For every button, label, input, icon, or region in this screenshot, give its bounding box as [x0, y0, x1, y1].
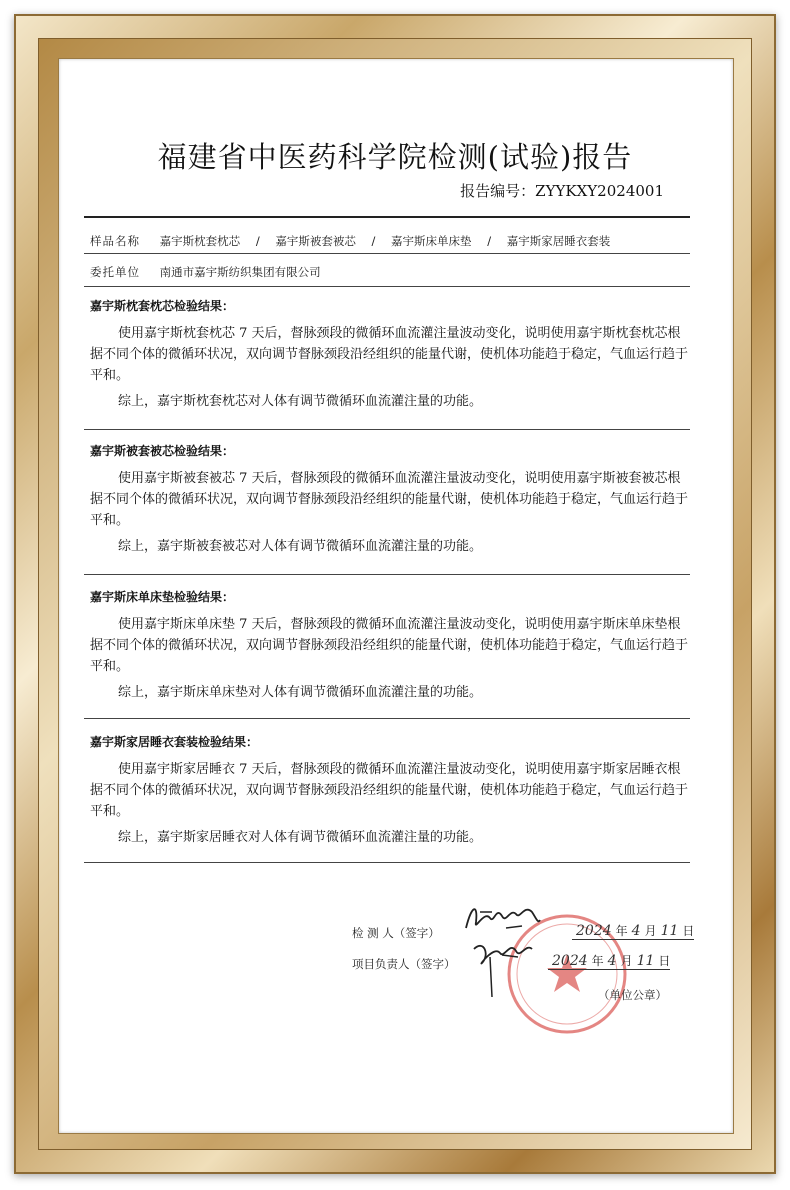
section-heading: 嘉宇斯被套被芯检验结果：	[90, 444, 235, 458]
separator: /	[255, 234, 260, 248]
section-body: 使用嘉宇斯枕套枕芯 7 天后，督脉颈段的微循环血流灌注量波动变化，说明使用嘉宇斯枕套枕芯根据不同个体的微循环状况，双向调节督脉颈段沿经组织的能量代谢，使机体功能趋于稳定，气血运行趋于平和。	[90, 326, 689, 383]
divider	[84, 216, 690, 218]
separator: /	[487, 234, 492, 248]
date-month-unit: 月	[644, 924, 657, 938]
client-row	[90, 264, 690, 280]
section-body: 使用嘉宇斯床单床垫 7 天后，督脉颈段的微循环血流灌注量波动变化，说明使用嘉宇斯床单床垫根据不同个体的微循环状况，双向调节督脉颈段沿经组织的能量代谢，使机体功能趋于稳定，气血运行趋于平和。	[90, 617, 689, 674]
date-day-unit: 日	[658, 954, 671, 968]
manager-handwritten-signature	[470, 935, 540, 1001]
result-section-pajamas	[90, 733, 690, 848]
date-year: 2024	[576, 923, 612, 939]
inspector-date	[572, 922, 694, 940]
section-heading: 嘉宇斯家居睡衣套装检验结果：	[90, 735, 259, 749]
sample-name-label: 样品名称	[90, 234, 140, 248]
date-month: 4	[631, 923, 641, 939]
result-section-quilt	[90, 442, 690, 557]
date-month: 4	[607, 953, 617, 969]
report-title: 福建省中医药科学院检测(试验)报告	[157, 140, 633, 174]
inspector-handwritten-signature	[462, 898, 542, 938]
divider	[84, 286, 690, 287]
manager-date	[548, 952, 670, 970]
client-label: 委托单位	[90, 265, 140, 279]
section-summary: 综上，嘉宇斯床单床垫对人体有调节微循环血流灌注量的功能。	[118, 685, 483, 700]
section-body: 使用嘉宇斯家居睡衣 7 天后，督脉颈段的微循环血流灌注量波动变化，说明使用嘉宇斯家居睡衣根据不同个体的微循环状况，双向调节督脉颈段沿经组织的能量代谢，使机体功能趋于稳定，气血运行趋于平和。	[90, 762, 689, 819]
inspector-signature-label: 检 测 人（签字）	[352, 926, 440, 940]
section-summary: 综上，嘉宇斯枕套枕芯对人体有调节微循环血流灌注量的功能。	[118, 394, 483, 409]
sample-item: 嘉宇斯枕套枕芯	[159, 234, 241, 248]
section-heading: 嘉宇斯枕套枕芯检验结果：	[90, 299, 235, 313]
date-day-unit: 日	[682, 924, 695, 938]
divider	[84, 574, 690, 575]
divider	[84, 862, 690, 863]
section-body: 使用嘉宇斯被套被芯 7 天后，督脉颈段的微循环血流灌注量波动变化，说明使用嘉宇斯被套被芯根据不同个体的微循环状况，双向调节督脉颈段沿经组织的能量代谢，使机体功能趋于稳定，气血运行趋于平和。	[90, 471, 689, 528]
sample-item: 嘉宇斯家居睡衣套装	[506, 234, 611, 248]
divider	[84, 718, 690, 719]
sample-name-row	[90, 233, 690, 249]
manager-signature-label: 项目负责人（签字）	[352, 957, 456, 971]
sample-item: 嘉宇斯被套被芯	[275, 234, 356, 248]
result-section-pillow	[90, 297, 690, 412]
date-year: 2024	[552, 953, 588, 969]
divider	[84, 253, 690, 254]
date-day: 11	[636, 953, 655, 969]
unit-stamp-label: （单位公章）	[598, 988, 667, 1002]
date-month-unit: 月	[620, 954, 633, 968]
section-summary: 综上，嘉宇斯被套被芯对人体有调节微循环血流灌注量的功能。	[118, 539, 483, 554]
client-value: 南通市嘉宇斯纺织集团有限公司	[159, 265, 321, 279]
sample-item: 嘉宇斯床单床垫	[391, 234, 472, 248]
section-heading: 嘉宇斯床单床垫检验结果：	[90, 590, 235, 604]
date-day: 11	[660, 923, 679, 939]
result-section-bedsheet	[90, 588, 690, 703]
date-year-unit: 年	[591, 954, 604, 968]
report-number: 报告编号：ZYYKXY2024001	[460, 182, 664, 200]
divider	[84, 429, 690, 430]
section-summary: 综上，嘉宇斯家居睡衣对人体有调节微循环血流灌注量的功能。	[118, 830, 483, 845]
separator: /	[371, 234, 376, 248]
date-year-unit: 年	[615, 924, 628, 938]
